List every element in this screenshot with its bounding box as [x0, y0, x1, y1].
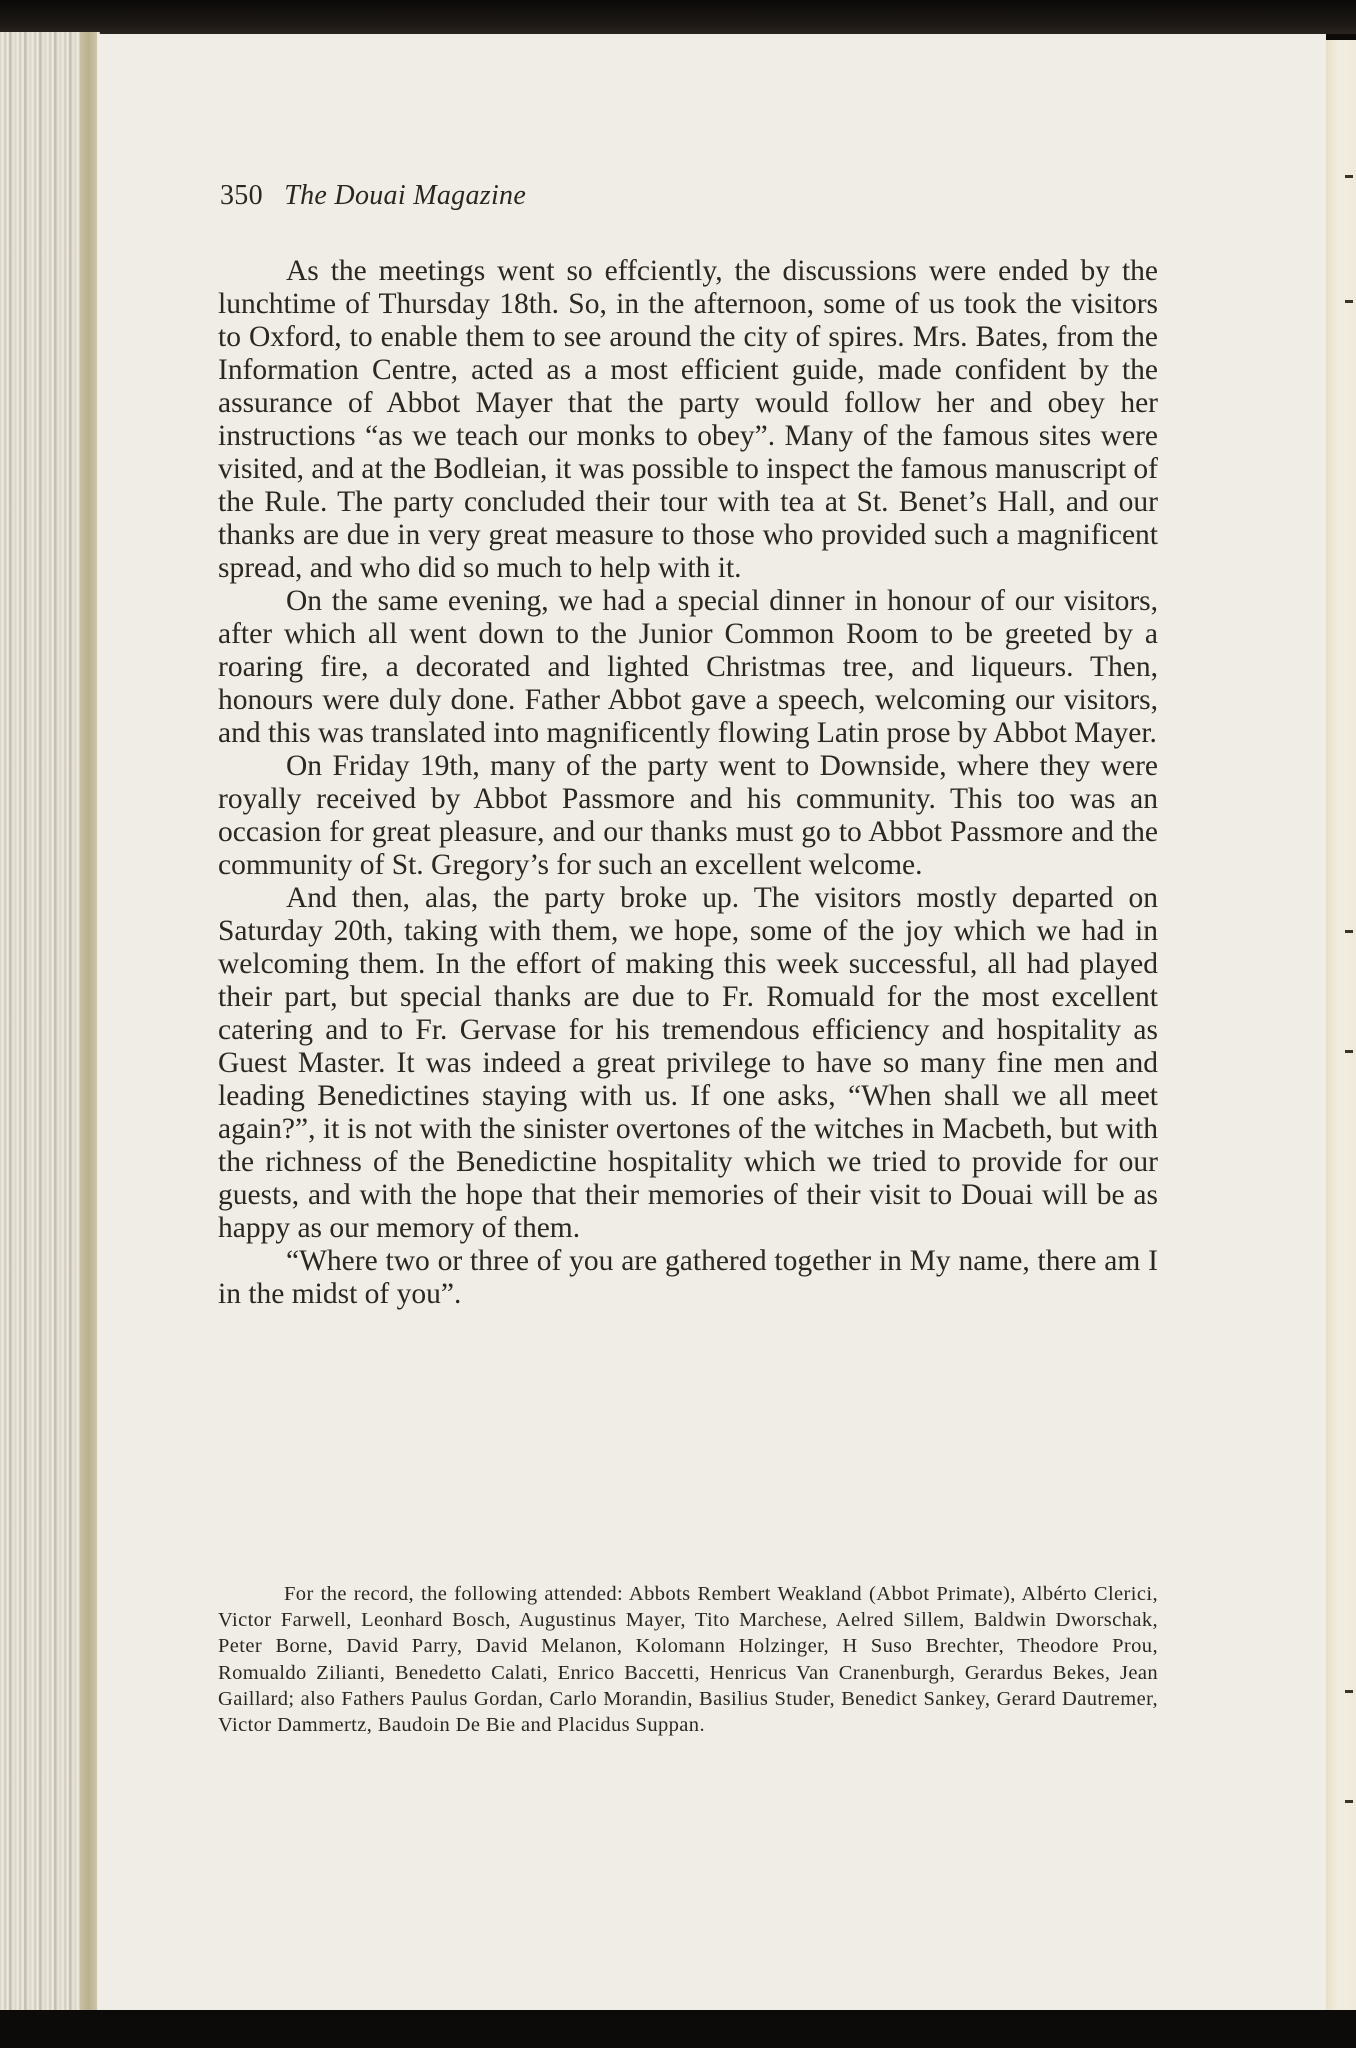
page-edge-mark — [1345, 300, 1353, 303]
footnote-text: For the record, the following attended: Abbots Rembert Weakland (Abbot Primate), Albérto Clerici, Victor Farwell, Leonhard Bosch, Augustinus Mayer, Tito Marchese, Aelred Sillem, Baldwin Dworschak, Peter Borne, David Parry, David Melanon, Kolomann Holzinger, H Suso Brechter, Theodore Prou, Romualdo Zilianti, Benedetto Calati, Enrico Baccetti, Henricus Van Cranenburgh, Gerardus Bekes, Jean Gaillard; also Fathers Paulus Gordan, Carlo Morandin, Basilius Studer, Benedict Sankey, Gerard Dautremer, Victor Dammertz, Baudoin De Bie and Placidus Suppan. — [218, 1583, 1158, 1737]
page-edge-mark — [1345, 1690, 1353, 1693]
attendees-footnote — [218, 1581, 1158, 1738]
magazine-title: The Douai Magazine — [284, 180, 527, 211]
page-edge-mark — [1345, 175, 1353, 178]
paragraph: As the meetings went so effciently, the discussions were ended by the lunchtime of Thursday 18th. So, in the afternoon, some of us took the visitors to Oxford, to enable them to see around the city of spires. Mrs. Bates, from the Information Centre, acted as a most efficient guide, made confident by the assurance of Abbot Mayer that the party would follow her and obey her instructions “as we teach our monks to obey”. Many of the famous sites were visited, and at the Bodleian, it was possible to inspect the famous manuscript of the Rule. The party concluded their tour with tea at St. Benet’s Hall, and our thanks are due in very great measure to those who provided such a magnificent spread, and who did so much to help with it. — [218, 255, 1158, 584]
article-body — [218, 255, 1158, 1311]
page-number: 350 — [220, 180, 263, 211]
page-edge-mark — [1345, 1050, 1353, 1053]
paragraph: And then, alas, the party broke up. The visitors mostly departed on Saturday 20th, taking with them, we hope, some of the joy which we had in welcoming them. In the effort of making this week successful, all had played their part, but special thanks are due to Fr. Romuald for the most excellent catering and to Fr. Gervase for his tremendous efficiency and hospitality as Guest Master. It was indeed a great privilege to have so many fine men and leading Benedictines staying with us. If one asks, “When shall we all meet again?”, it is not with the sinister overtones of the witches in Macbeth, but with the richness of the Benedictine hospitality which we tried to provide for our guests, and with the hope that their memories of their visit to Douai will be as happy as our memory of them. — [218, 882, 1158, 1244]
paragraph: On the same evening, we had a special dinner in honour of our visitors, after which all went down to the Junior Common Room to be greeted by a roaring fire, a decorated and lighted Christmas tree, and liqueurs. Then, honours were duly done. Father Abbot gave a speech, welcoming our visitors, and this was translated into magnificently flowing Latin prose by Abbot Mayer. — [218, 585, 1158, 749]
book-cover-top — [0, 0, 1356, 34]
gutter-band — [80, 32, 97, 2012]
running-header — [220, 180, 526, 212]
page-edge-mark — [1345, 930, 1353, 933]
page-edge-mark — [1345, 1800, 1353, 1803]
paragraph: On Friday 19th, many of the party went to Downside, where they were royally received by Abbot Passmore and his community. This too was an occasion for great pleasure, and our thanks must go to Abbot Passmore and the community of St. Gregory’s for such an excellent welcome. — [218, 750, 1158, 881]
facing-page-edge — [1326, 40, 1356, 2012]
book-cover-bottom — [0, 2010, 1356, 2048]
paragraph: “Where two or three of you are gathered together in My name, there am I in the midst of you”. — [218, 1245, 1158, 1310]
